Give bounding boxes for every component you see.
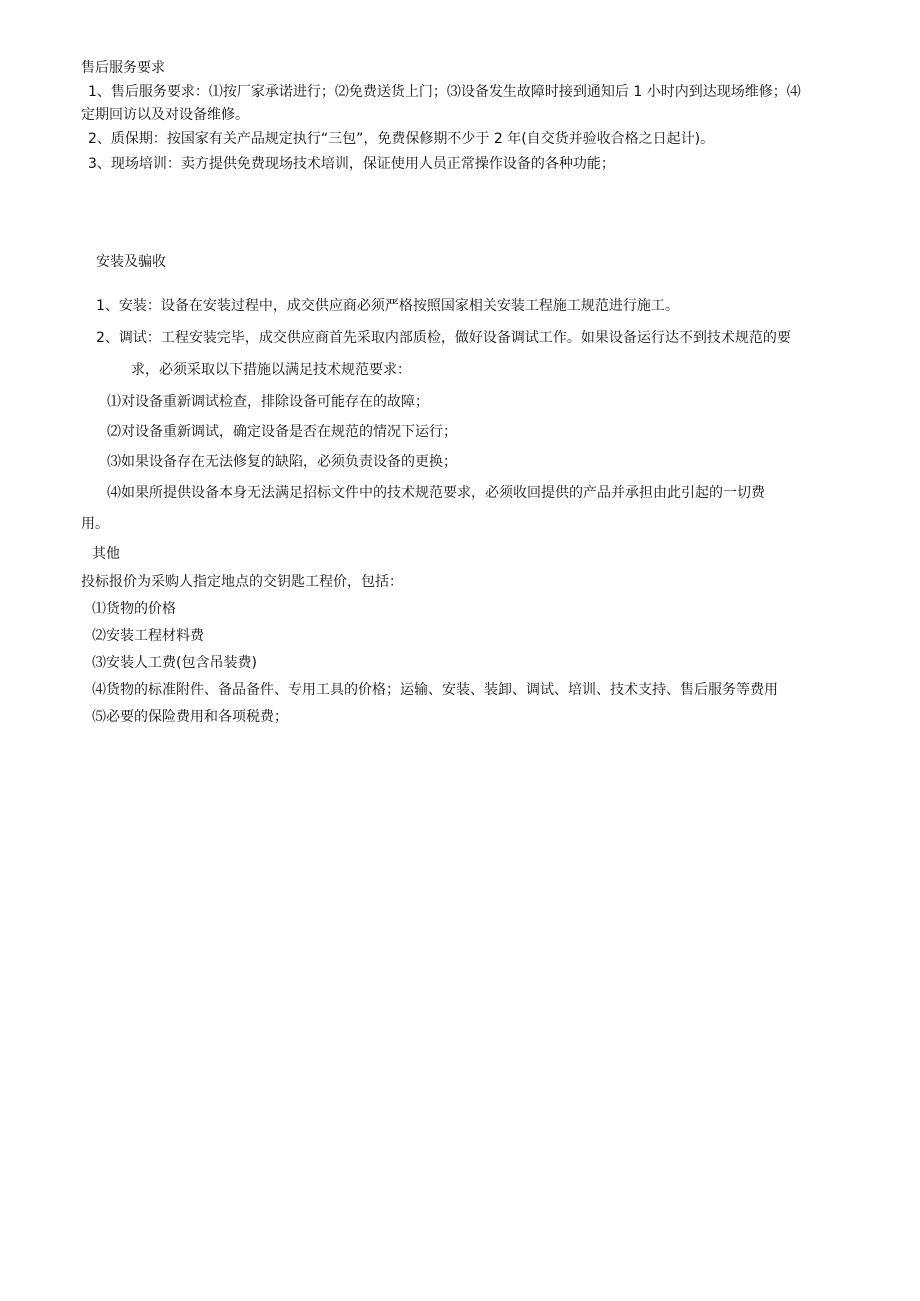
install-item-2: 2、调试：工程安装完毕，成交供应商首先采取内部质检，做好设备调试工作。如果设备运行达不到技术规范的要: [96, 330, 791, 346]
other-intro: 投标报价为采购人指定地点的交钥匙工程价，包括：: [81, 574, 403, 590]
install-sub-item-4: ⑷如果所提供设备本身无法满足招标文件中的技术规范要求，必须收回提供的产品并承担由此引起的一切费: [107, 485, 765, 501]
after-sales-item-1: 1、售后服务要求：⑴按厂家承诺进行；⑵免费送货上门；⑶设备发生故障时接到通知后 1 小时内到达现场维修；⑷: [88, 84, 801, 100]
install-item-2-continued: 求，必须采取以下措施以满足技术规范要求：: [131, 362, 411, 378]
install-sub-item-3: ⑶如果设备存在无法修复的缺陷，必须负责设备的更换；: [107, 454, 457, 470]
install-heading: 安装及骗收: [96, 254, 166, 270]
install-sub-item-2: ⑵对设备重新调试，确定设备是否在规范的情况下运行；: [107, 424, 457, 440]
install-sub-item-4-continued: 用。: [81, 516, 109, 532]
after-sales-heading: 售后服务要求: [81, 60, 165, 76]
install-item-1: 1、安装：设备在安装过程中，成交供应商必须严格按照国家相关安装工程施工规范进行施工。: [96, 298, 679, 314]
other-list-item: ⑷货物的标准附件、备品备件、专用工具的价格；运输、安装、装卸、调试、培训、技术支持、售后服务等费用: [92, 682, 778, 698]
after-sales-item-2: 2、质保期：按国家有关产品规定执行“三包”，免费保修期不少于 2 年(自交货并验收合格之日起计)。: [88, 131, 715, 147]
install-sub-item-1: ⑴对设备重新调试检查，排除设备可能存在的故障；: [107, 394, 429, 410]
after-sales-item-3: 3、现场培训：卖方提供免费现场技术培训，保证使用人员正常操作设备的各种功能；: [88, 156, 615, 172]
other-list-item: ⑴货物的价格: [92, 601, 176, 617]
other-list-item: ⑸必要的保险费用和各项税费；: [92, 709, 288, 725]
other-heading: 其他: [92, 546, 120, 562]
after-sales-item-1-continued: 定期回访以及对设备维修。: [81, 107, 249, 123]
other-list-item: ⑵安装工程材料费: [92, 628, 204, 644]
other-list-item: ⑶安装人工费(包含吊装费): [92, 655, 257, 671]
